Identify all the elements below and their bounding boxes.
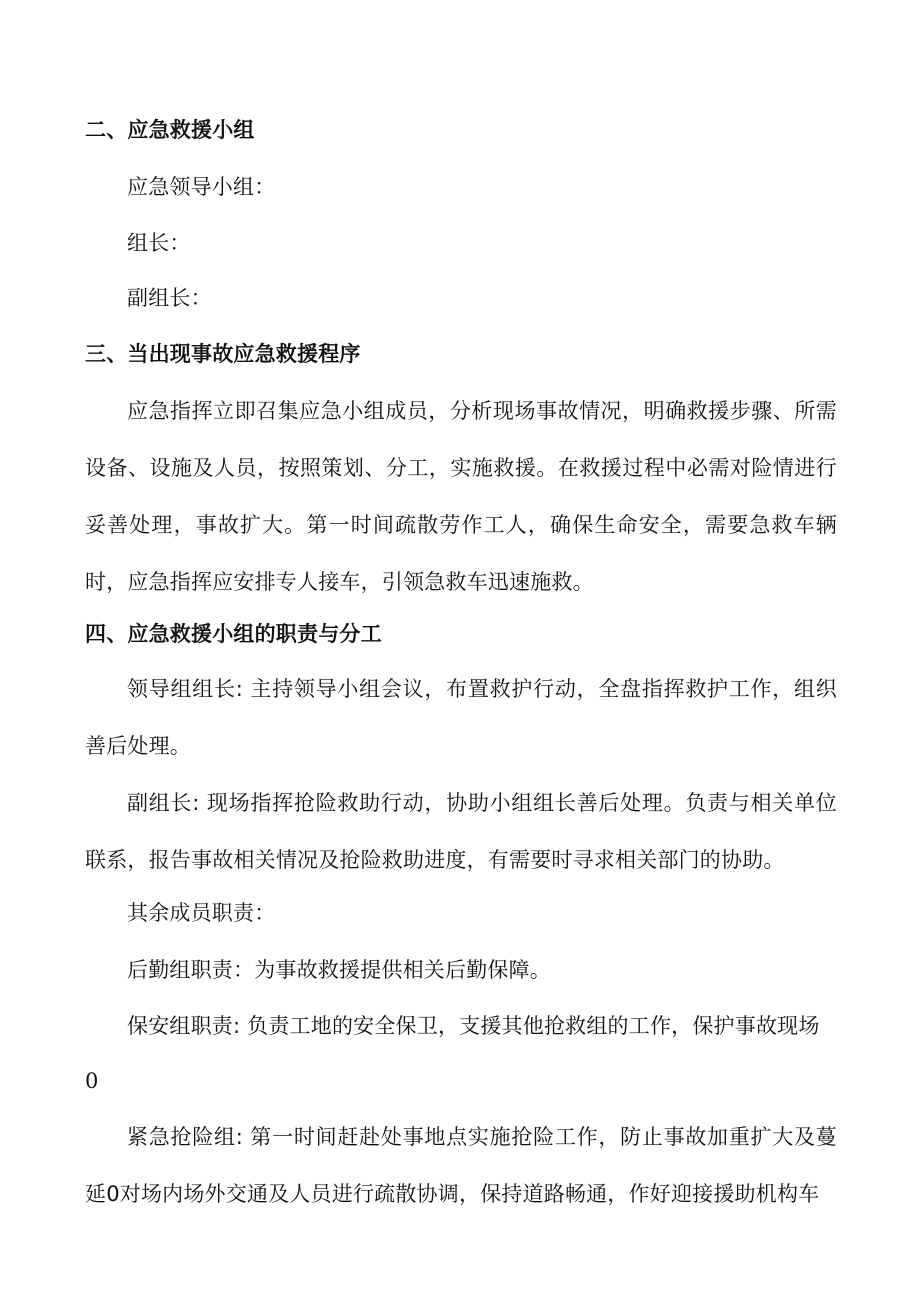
security-duties-text: 保安组职责: 负责工地的安全保卫，支援其他抢救组的工作，保护事故现场 xyxy=(127,1014,820,1038)
logistics-duties-text: 后勤组职责：为事故救援提供相关后勤保障。 xyxy=(127,958,551,982)
deputy-leader-label: 副组长： xyxy=(127,286,212,310)
emergency-team-paragraph: 紧急抢险组: 第一时间赶赴处事地点实施抢险工作，防止事故加重扩大及蔓延0对场内场外交通及人员进行疏散协调，保持道路畅通，作好迎接援助机构车 xyxy=(85,1125,837,1206)
section-2-heading: 二、应急救援小组 xyxy=(85,118,255,142)
section-4-heading: 四、应急救援小组的职责与分工 xyxy=(85,622,382,646)
deputy-duties-paragraph: 副组长: 现场指挥抢险救助行动，协助小组组长善后处理。负责与相关单位联系，报告事故相关情况及抢险救助进度，有需要时寻求相关部门的协助。 xyxy=(85,791,837,872)
security-duties-tail: 0 xyxy=(85,1069,99,1093)
emergency-leadership-label: 应急领导小组： xyxy=(127,175,276,199)
rescue-procedure-paragraph: 应急指挥立即召集应急小组成员，分析现场事故情况，明确救援步骤、所需设备、设施及人员，按照策划、分工，实施救援。在救援过程中必需对险情进行妥善处理，事故扩大。第一时间疏散劳作工人，确保生命安全，需要急救车辆时，应急指挥应安排专人接车，引领急救车迅速施救。 xyxy=(85,399,837,594)
leader-duties-paragraph: 领导组组长: 主持领导小组会议，布置救护行动，全盘指挥救护工作，组织善后处理。 xyxy=(85,677,837,758)
group-leader-label: 组长： xyxy=(127,231,191,255)
other-members-label: 其余成员职责： xyxy=(127,901,276,925)
section-3-heading: 三、当出现事故应急救援程序 xyxy=(85,342,361,366)
